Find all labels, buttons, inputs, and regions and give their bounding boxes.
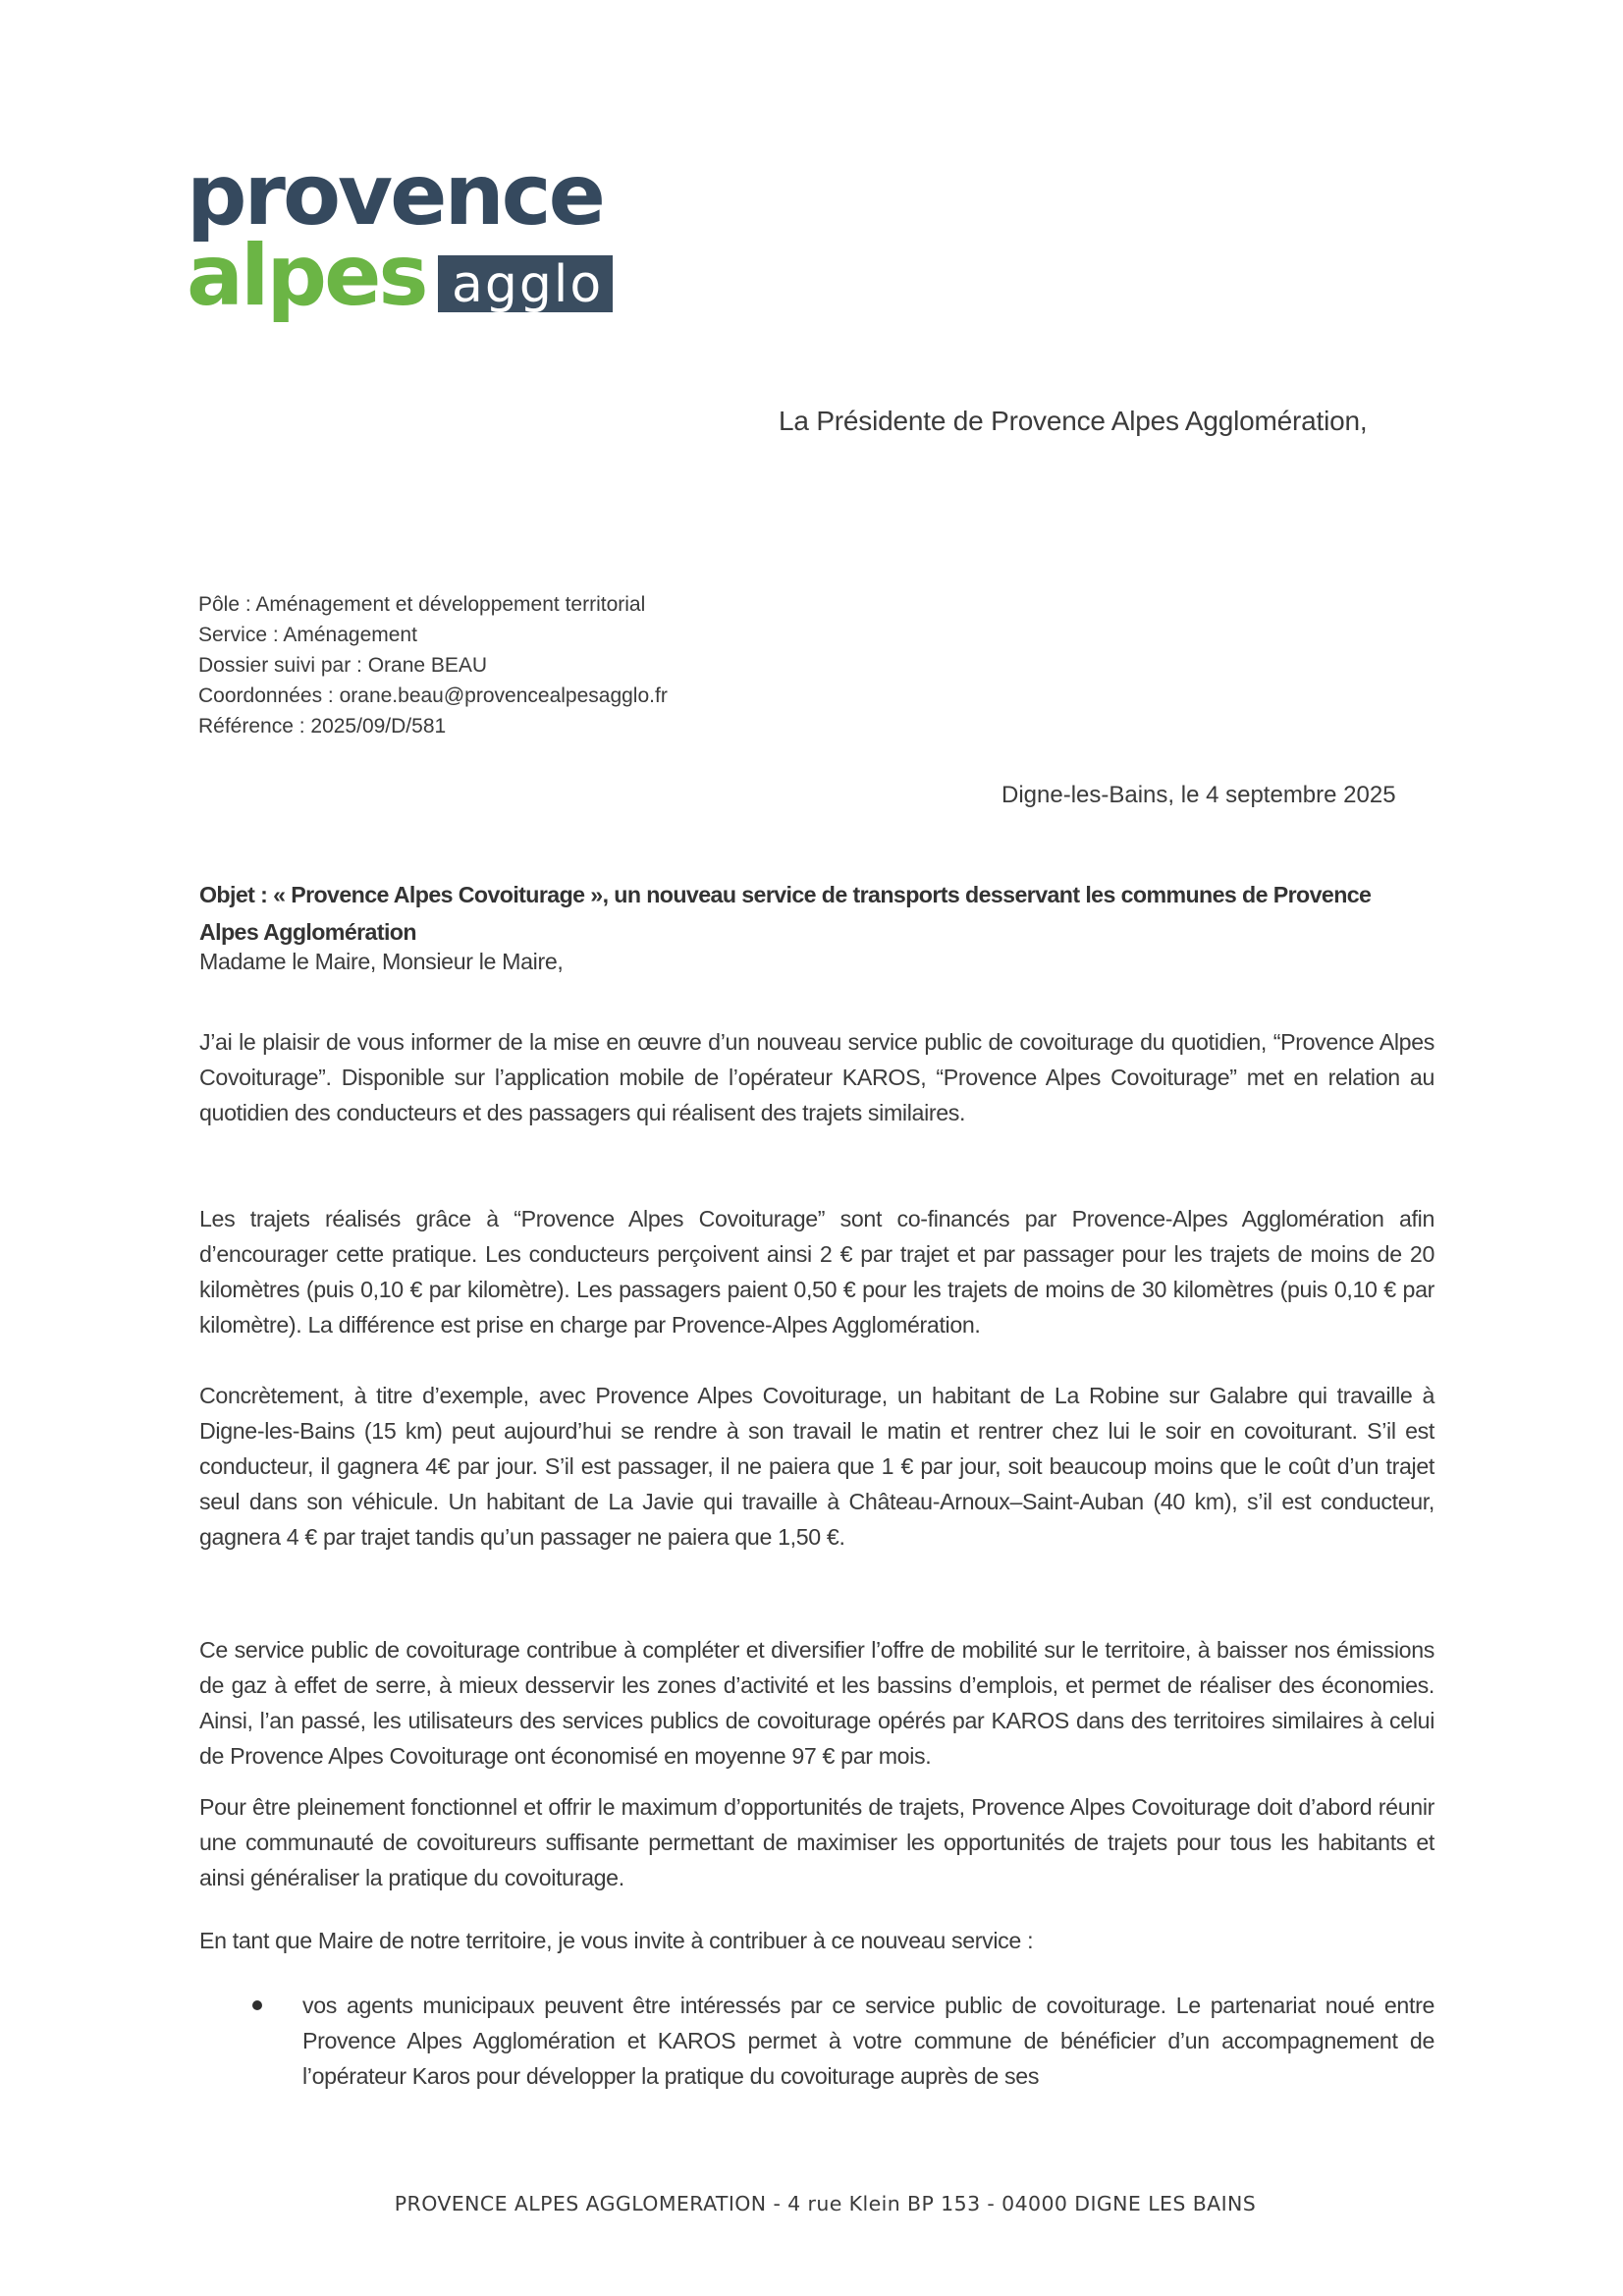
bullet-icon <box>252 2000 262 2010</box>
page-footer <box>0 2192 1623 2215</box>
reference-block <box>198 589 668 741</box>
paragraph-community: Pour être pleinement fonctionnel et offrir le maximum d’opportunités de trajets, Provence Alpes Covoiturage doit d’abord réunir une communauté de covoitureurs suffisante permettant de maximiser les opportunités de trajets pour tous les habitants et ainsi généraliser la pratique du covoiturage. <box>199 1794 1434 1890</box>
logo-text-alpes: alpes <box>187 227 426 325</box>
footer-address: PROVENCE ALPES AGGLOMERATION - 4 rue Klein BP 153 - 04000 DIGNE LES BAINS <box>394 2192 1257 2215</box>
meta-dossier: Dossier suivi par : Orane BEAU <box>198 654 488 677</box>
meta-reference: Référence : 2025/09/D/581 <box>198 715 447 738</box>
paragraph-benefits: Ce service public de covoiturage contribue à compléter et diversifier l’offre de mobilité sur le territoire, à baisser nos émissions de gaz à effet de serre, à mieux desservir les zones d’activité et les bassins d’emplois, et permet de réaliser des économies. Ainsi, l’an passé, les utilisateurs des services publics de covoiturage opérés par KAROS dans des territoires similaires à celui de Provence Alpes Covoiturage ont économisé en moyenne 97 € par mois. <box>199 1637 1434 1769</box>
contribution-list <box>199 1988 1434 2094</box>
meta-contact-email: Coordonnées : orane.beau@provencealpesagglo.fr <box>198 684 668 707</box>
list-item <box>199 1988 1434 2094</box>
logo-text-agglo: agglo <box>452 255 604 314</box>
salutation: Madame le Maire, Monsieur le Maire, <box>199 949 564 974</box>
paragraph-introduction: J’ai le plaisir de vous informer de la mise en œuvre d’un nouveau service public de covoiturage du quotidien, “Provence Alpes Covoiturage”. Disponible sur l’application mobile de l’opérateur KAROS, “Provence Alpes Covoiturage” met en relation au quotidien des conducteurs et des passagers qui réalisent des trajets similaires. <box>199 1029 1434 1125</box>
logo-text-provence: provence <box>187 157 603 245</box>
provence-alpes-agglo-logo <box>187 157 619 358</box>
paragraph-financing: Les trajets réalisés grâce à “Provence Alpes Covoiturage” sont co-financés par Provence-Alpes Agglomération afin d’encourager cette pratique. Les conducteurs perçoivent ainsi 2 € par trajet et par passager pour les trajets de moins de 20 kilomètres (puis 0,10 € par kilomètre). Les passagers paient 0,50 € pour les trajets de moins de 30 kilomètres (puis 0,10 € par kilomètre). La différence est prise en charge par Provence-Alpes Agglomération. <box>199 1206 1434 1338</box>
paragraph-invitation: En tant que Maire de notre territoire, je vous invite à contribuer à ce nouveau service : <box>199 1928 1034 1953</box>
place-and-date: Digne-les-Bains, le 4 septembre 2025 <box>1001 782 1396 808</box>
paragraph-example: Concrètement, à titre d’exemple, avec Provence Alpes Covoiturage, un habitant de La Robine sur Galabre qui travaille à Digne-les-Bains (15 km) peut aujourd’hui se rendre à son travail le matin et rentrer chez lui le soir en covoiturant. S’il est conducteur, il gagnera 4€ par jour. S’il est passager, il ne paiera que 1 € par jour, soit beaucoup moins que le coût d’un trajet seul dans son véhicule. Un habitant de La Javie qui travaille à Château-Arnoux–Saint-Auban (40 km), s’il est conducteur, gagnera 4 € par trajet tandis qu’un passager ne paiera que 1,50 €. <box>199 1383 1434 1550</box>
sender-title: La Présidente de Provence Alpes Agglomération, <box>779 406 1368 436</box>
meta-pole: Pôle : Aménagement et développement territorial <box>198 593 646 616</box>
letter-subject: Objet : « Provence Alpes Covoiturage », un nouveau service de transports desservant les communes de Provence Alpes Agglomération <box>199 882 1372 945</box>
list-item-text: vos agents municipaux peuvent être intéressés par ce service public de covoiturage. Le partenariat noué entre Provence Alpes Agglomération et KAROS permet à votre commune de bénéficier d’un accompagnement de l’opérateur Karos pour développer la pratique du covoiturage auprès de ses <box>302 1993 1434 2089</box>
meta-service: Service : Aménagement <box>198 624 417 646</box>
